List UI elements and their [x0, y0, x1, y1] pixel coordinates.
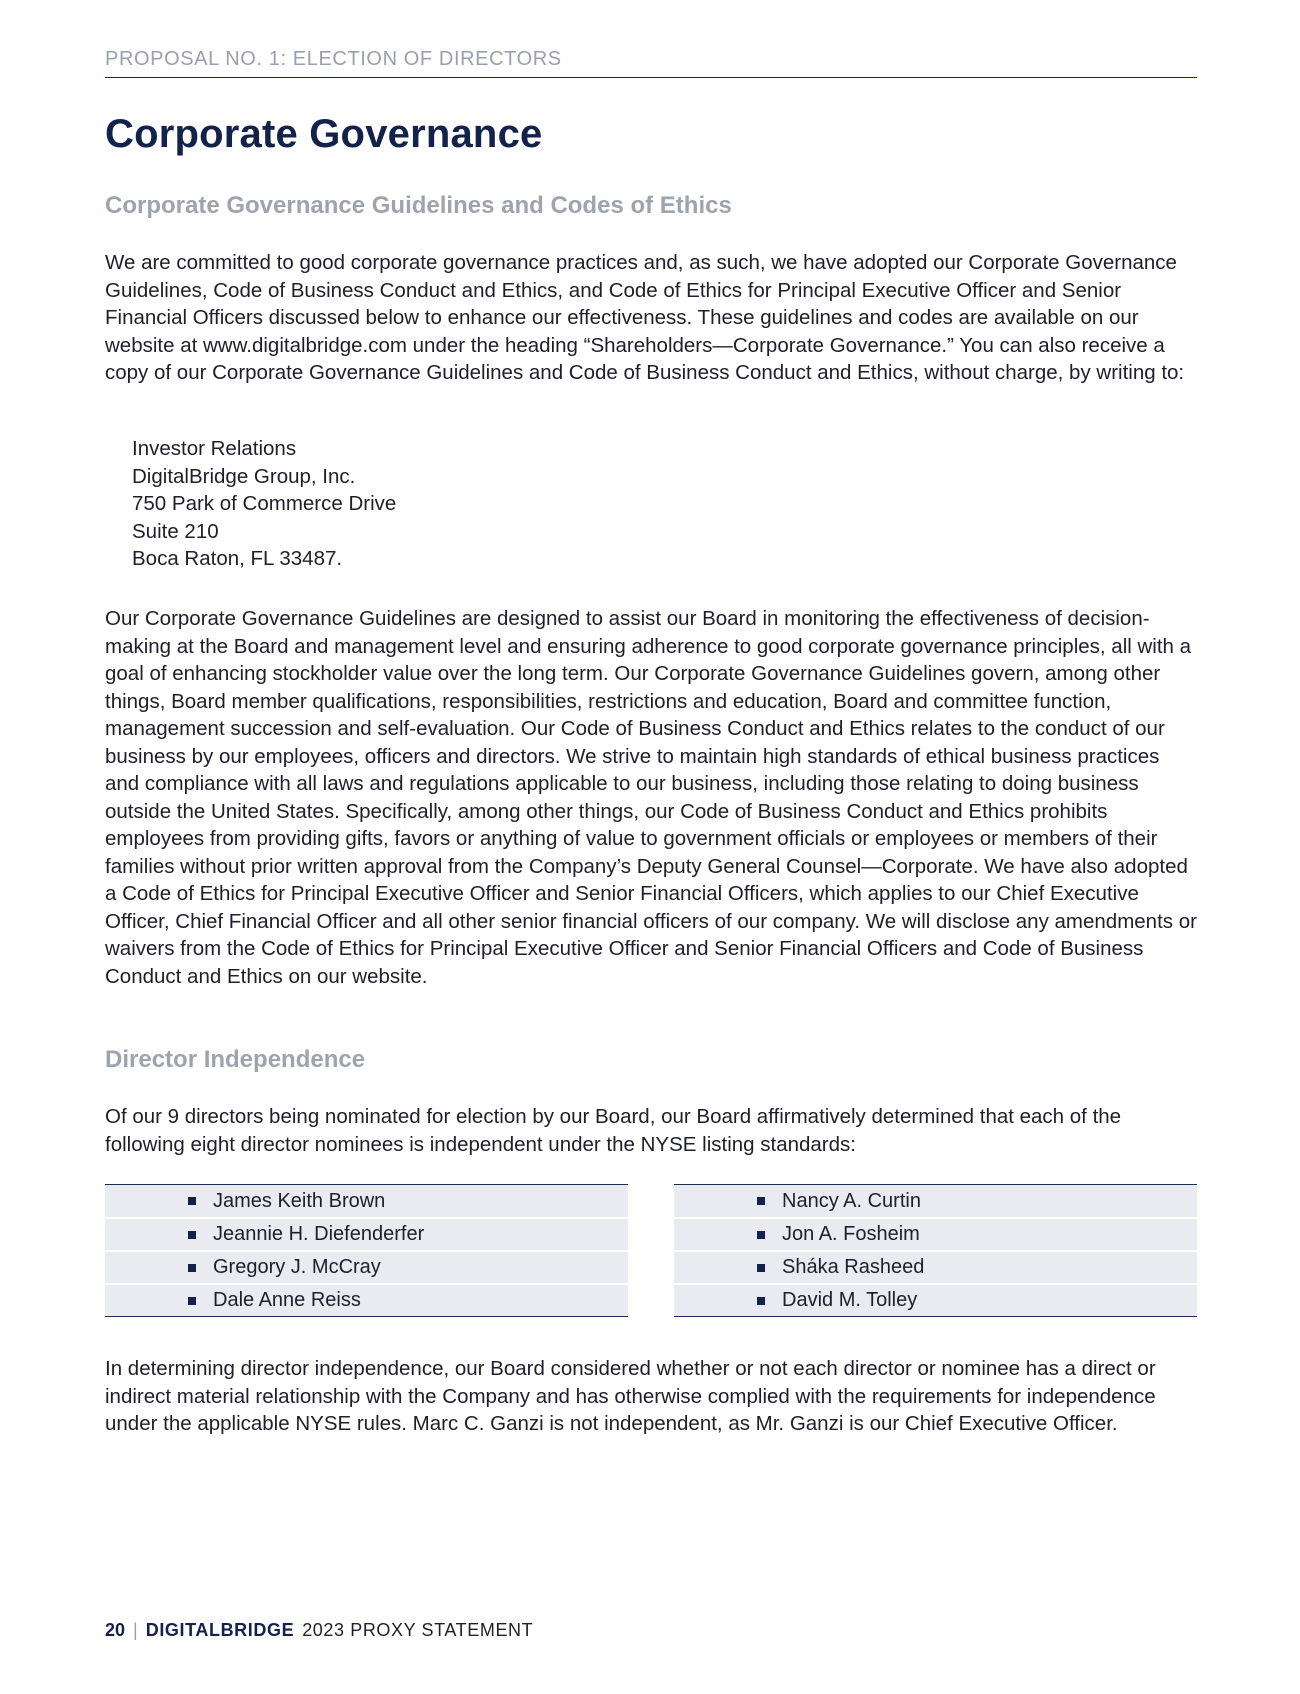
director-row: [674, 1217, 1197, 1250]
document-page: [105, 0, 1197, 1694]
address-line: Boca Raton, FL 33487.: [132, 547, 343, 570]
director-name: Jon A. Fosheim: [782, 1223, 920, 1245]
address-line: 750 Park of Commerce Drive: [132, 492, 397, 515]
square-bullet-icon: [188, 1264, 196, 1272]
footer-separator: |: [133, 1620, 138, 1640]
footer-brand: DIGITALBRIDGE: [145, 1620, 295, 1640]
square-bullet-icon: [188, 1297, 196, 1305]
director-row: [674, 1283, 1197, 1316]
director-name: Dale Anne Reiss: [213, 1289, 361, 1311]
address-line: DigitalBridge Group, Inc.: [132, 464, 356, 488]
mailing-address: [132, 435, 396, 573]
page-number: 20: [105, 1620, 126, 1640]
page-title: Corporate Governance: [105, 112, 543, 156]
guidelines-body-paragraph: Our Corporate Governance Guidelines are designed to assist our Board in monitoring the effectiveness of decision-making at the Board and management level and ensuring adherence to good corporate governance principles, all with a goal of enhancing stockholder value over the long term. Our Corporate Governance Guidelines govern, among other things, Board member qualifications, responsibilities, restrictions and education, Board and committee function, management succession and self-evaluation. Our Code of Business Conduct and Ethics relates to the conduct of our business by our employees, officers and directors. We strive to maintain high standards of ethical business practices and compliance with all laws and regulations applicable to our business, including those relating to doing business outside the United States. Specifically, among other things, our Code of Business Conduct and Ethics prohibits employees from providing gifts, favors or anything of value to government officials or employees or members of their families without prior written approval from the Company’s Deputy General Counsel—Corporate. We have also adopted a Code of Ethics for Principal Executive Officer and Senior Financial Officers, which applies to our Chief Executive Officer, Chief Financial Officer and all other senior financial officers of our company. We will disclose any amendments or waivers from the Code of Ethics for Principal Executive Officer and Senior Financial Officers and Code of Business Conduct and Ethics on our website.: [105, 607, 1197, 988]
director-name: Jeannie H. Diefenderfer: [213, 1223, 425, 1245]
director-name: Sháka Rasheed: [782, 1256, 925, 1278]
square-bullet-icon: [188, 1231, 196, 1239]
director-row: [105, 1185, 628, 1217]
square-bullet-icon: [757, 1231, 765, 1239]
director-row: [105, 1250, 628, 1283]
section-heading-guidelines: Corporate Governance Guidelines and Codes of Ethics: [105, 192, 732, 219]
director-row: [105, 1283, 628, 1316]
footer-document-title: 2023 PROXY STATEMENT: [302, 1620, 534, 1640]
running-header: PROPOSAL NO. 1: ELECTION OF DIRECTORS: [105, 48, 1197, 78]
guidelines-intro-paragraph: We are committed to good corporate governance practices and, as such, we have adopted our Corporate Governance Guidelines, Code of Business Conduct and Ethics, and Code of Ethics for Principal Executive Officer and Senior Financial Officers discussed below to enhance our effectiveness. These guidelines and codes are available on our website at www.digitalbridge.com under the heading “Shareholders—Corporate Governance.” You can also receive a copy of our Corporate Governance Guidelines and Code of Business Conduct and Ethics, without charge, by writing to:: [105, 251, 1185, 384]
director-row: [674, 1250, 1197, 1283]
square-bullet-icon: [757, 1297, 765, 1305]
page-footer: [105, 1620, 533, 1641]
independent-directors-table: [105, 1184, 1197, 1317]
director-name: James Keith Brown: [213, 1189, 386, 1212]
directors-column-left: [105, 1184, 628, 1317]
director-row: [674, 1185, 1197, 1217]
director-name: Gregory J. McCray: [213, 1256, 381, 1278]
address-line: Investor Relations: [132, 437, 297, 460]
independence-closing-paragraph: In determining director independence, our Board considered whether or not each director or nominee has a direct or indirect material relationship with the Company and has otherwise complied with the requirements for independence under the applicable NYSE rules. Marc C. Ganzi is not independent, as Mr. Ganzi is our Chief Executive Officer.: [105, 1357, 1156, 1435]
square-bullet-icon: [757, 1264, 765, 1272]
director-name: David M. Tolley: [782, 1289, 918, 1311]
square-bullet-icon: [757, 1197, 765, 1205]
section-heading-independence: Director Independence: [105, 1046, 366, 1073]
directors-column-right: [674, 1184, 1197, 1317]
independence-intro-paragraph: Of our 9 directors being nominated for election by our Board, our Board affirmatively determined that each of the following eight director nominees is independent under the NYSE listing standards:: [105, 1105, 1122, 1156]
director-name: Nancy A. Curtin: [782, 1189, 921, 1212]
director-row: [105, 1217, 628, 1250]
address-line: Suite 210: [132, 519, 219, 543]
square-bullet-icon: [188, 1197, 196, 1205]
